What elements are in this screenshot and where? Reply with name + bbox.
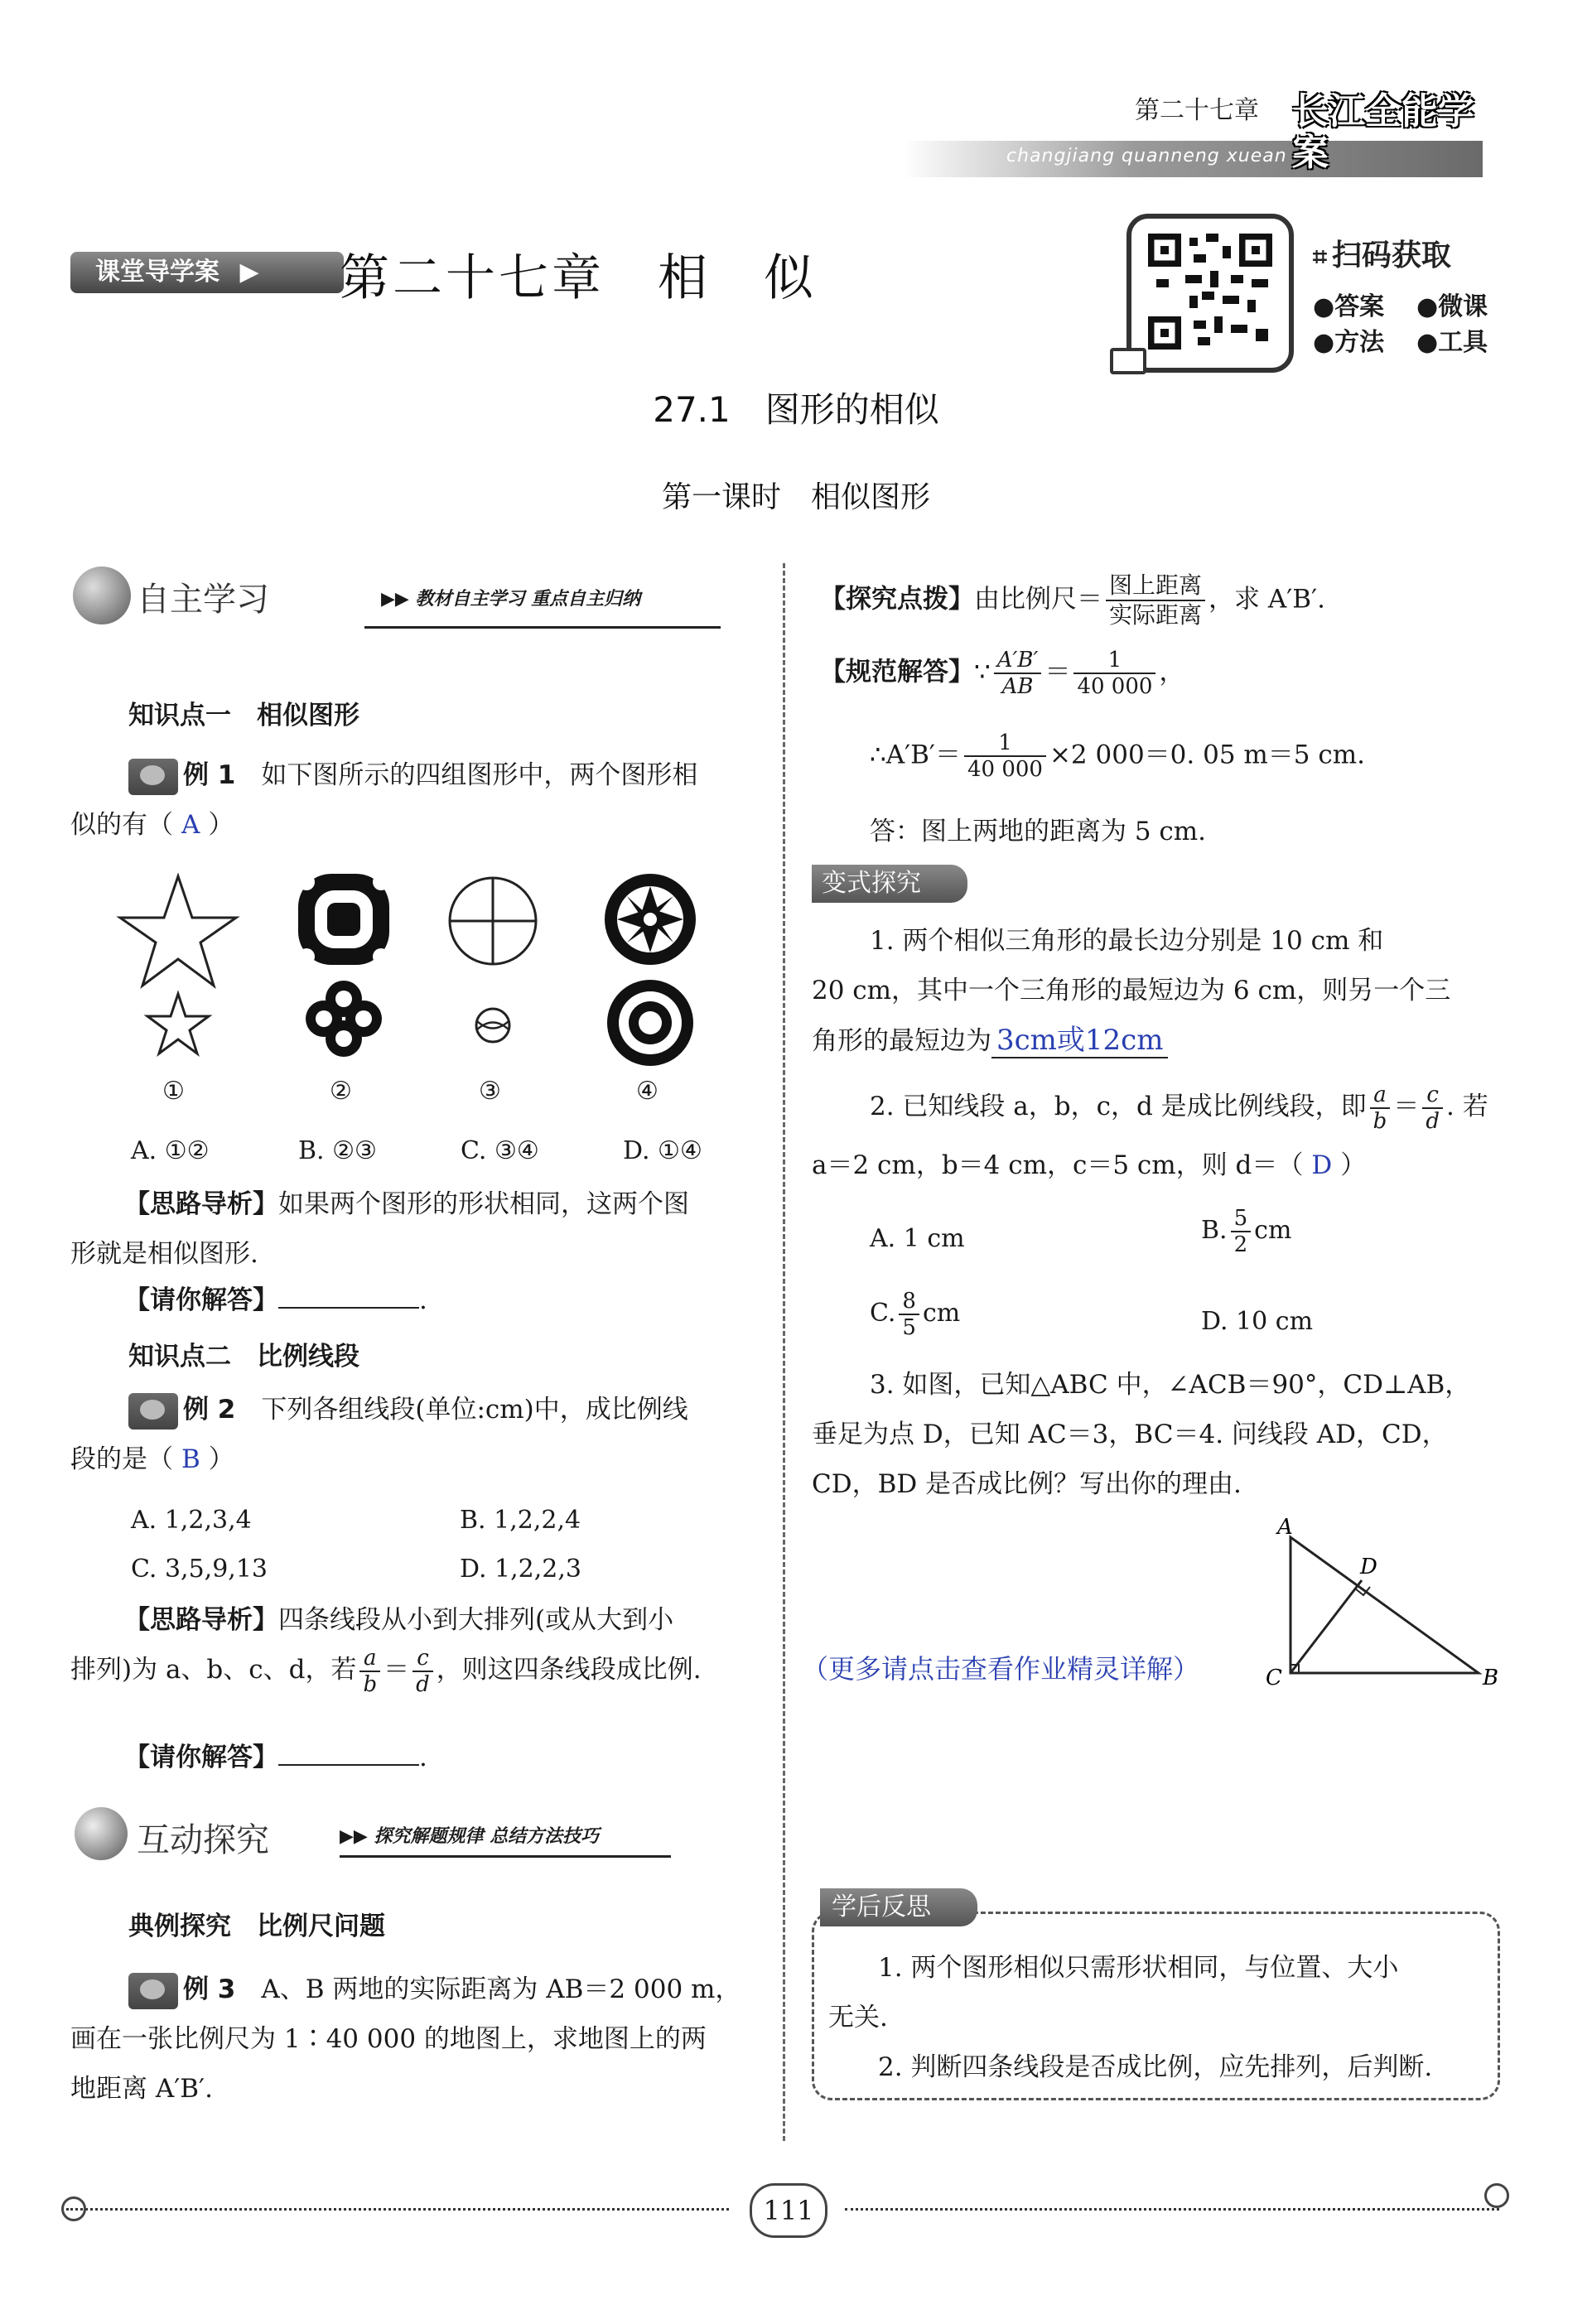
brand-logo: 长江全能学案 — [1292, 90, 1474, 174]
answer-prompt-label: 【请你解答】 — [124, 1743, 278, 1772]
kp1-title: 知识点一 相似图形 — [128, 701, 359, 730]
example-label: 例 1 — [183, 760, 236, 790]
ex1-option-d: D. ①④ — [623, 1136, 702, 1165]
fraction-5-2: $\frac{5}{2}$ — [1231, 1206, 1252, 1257]
qr-item-label: 答案 — [1334, 292, 1385, 321]
small-knot — [306, 981, 382, 1057]
standard-solution: 【规范解答】∵ $\frac{A'B'}{AB}$ ＝ $\frac{1}{40 000}$ ， — [820, 648, 1185, 699]
question-text: 垂足为点 D，已知 AC＝3，BC＝4. 问线段 AD，CD， — [812, 1420, 1448, 1449]
right-triangle-figure — [1259, 1514, 1508, 1688]
question-text: a＝2 cm，b＝4 cm，c＝5 cm，则 d＝（ — [812, 1150, 1304, 1180]
qr-item-tools[interactable]: ●工具 — [1416, 328, 1488, 357]
question-text: 3. 如图，已知△ABC 中，∠ACB＝90°，CD⊥AB， — [870, 1370, 1471, 1400]
qr-code-icon — [1148, 234, 1272, 350]
small-circle-x — [476, 1009, 509, 1042]
hint-text: 四条线段从小到大排列(或从大到小 — [278, 1605, 674, 1635]
variant-2: 2. 已知线段 a，b，c，d 是成比例线段，即 $\frac{a}{b}$ ＝ $\frac{c}{d}$ . 若 a＝2 cm，b＝4 cm，c＝5 cm，则 d＝（ D ） — [812, 1082, 1488, 1180]
scale-ratio-fraction: $\frac{1}{40 000}$ — [1073, 648, 1155, 699]
example-text: 似的有（ — [70, 810, 173, 840]
footer-line-right — [845, 2208, 1499, 2211]
example-icon — [128, 1973, 178, 2009]
large-star — [120, 876, 236, 986]
qr-item-label: 方法 — [1334, 328, 1385, 357]
lesson-guide-label: 课堂导学案 — [95, 258, 220, 287]
example-1 — [70, 750, 758, 850]
ex2-option-d: D. 1,2,2,3 — [460, 1555, 582, 1584]
scan-icon: ⌗ — [1313, 243, 1327, 272]
hint-text: ，则这四条线段成比例. — [436, 1655, 702, 1685]
answer-blank[interactable] — [278, 1764, 419, 1766]
figure-label-2: ② — [330, 1077, 352, 1106]
hudong-banner — [66, 1804, 696, 1870]
typical-title: 典例探究 比例尺问题 — [128, 1912, 385, 1941]
qr-heading-text: 扫码获取 — [1331, 239, 1451, 272]
ex1-option-b: B. ②③ — [298, 1136, 377, 1165]
column-divider — [783, 563, 785, 2141]
answer-prompt-2[interactable]: 【请你解答】 . — [124, 1743, 427, 1772]
solution-text: ∴A′B′＝ — [870, 740, 961, 770]
ex2-option-b: B. 1,2,2,4 — [460, 1506, 581, 1535]
variant-tag — [812, 865, 967, 903]
example-2 — [70, 1385, 758, 1484]
probe-hint — [820, 571, 1325, 629]
answer-prompt-1[interactable]: 【请你解答】 . — [124, 1285, 427, 1315]
chapter-tag: 第二十七章 — [1135, 96, 1259, 125]
hint-text: 形就是相似图形. — [70, 1239, 258, 1269]
hudong-slogan-text: 探究解题规律 总结方法技巧 — [374, 1826, 600, 1847]
v2-option-b: B. $\frac{5}{2}$ cm — [1201, 1206, 1292, 1257]
question-text: . 若 — [1445, 1092, 1488, 1121]
v2-option-c: C. $\frac{8}{5}$ cm — [870, 1289, 961, 1340]
reflection-text: 1. 两个图形相似只需形状相同，与位置、大小 — [878, 1953, 1399, 1983]
question-text: 1. 两个相似三角形的最长边分别是 10 cm 和 — [870, 926, 1384, 956]
scale-fraction: $\frac{\text{图上距离}}{\text{实际距离}}$ — [1106, 571, 1205, 629]
triangle-abc — [1290, 1537, 1479, 1673]
footer-line-left — [66, 2208, 729, 2211]
footer-ornament-right — [1484, 2183, 1509, 2208]
qr-frame[interactable] — [1126, 214, 1294, 373]
vertex-d: D — [1360, 1555, 1377, 1579]
zizhu-banner — [66, 563, 729, 646]
brand-pinyin: changjiang quanneng xuean — [1006, 146, 1287, 166]
answer-choice: B — [181, 1444, 200, 1474]
v2-option-a: A. 1 cm — [870, 1224, 965, 1253]
example-3 — [70, 1965, 758, 2114]
qr-item-label: 微课 — [1438, 292, 1488, 321]
figure-label-4: ④ — [636, 1077, 659, 1106]
solution-text: ∵ — [974, 657, 991, 687]
question-text: 角形的最短边为 — [812, 1026, 991, 1056]
qr-item-method[interactable]: ●方法 — [1313, 328, 1385, 357]
ex2-option-a: A. 1,2,3,4 — [131, 1506, 252, 1535]
qr-item-microlesson[interactable]: ●微课 — [1416, 292, 1488, 321]
therefore-line — [870, 730, 1365, 782]
fraction-a-b: $\frac{a}{b}$ — [359, 1646, 380, 1697]
proportion-ab: $\frac{a}{b}$ — [1370, 1082, 1391, 1134]
question-text: CD，BD 是否成比例？写出你的理由. — [812, 1469, 1242, 1499]
hint-1 — [70, 1179, 758, 1279]
example-text: ） — [208, 1444, 234, 1474]
example-text: 地距离 A′B′. — [70, 2074, 213, 2104]
example-text: 段的是（ — [70, 1444, 173, 1474]
footer-ornament-left — [61, 2196, 86, 2221]
scale-ratio-fraction: $\frac{1}{40 000}$ — [964, 730, 1046, 782]
globe-icon — [73, 567, 131, 624]
zizhu-slogan-text: 教材自主学习 重点自主归纳 — [415, 589, 641, 610]
answer-choice: D — [1311, 1150, 1333, 1180]
arrow-icon: ▶ — [239, 258, 259, 287]
fraction-c-d: $\frac{c}{d}$ — [412, 1646, 433, 1697]
example-text: A、B 两地的实际距离为 AB＝2 000 m， — [261, 1974, 741, 2004]
reflection-tag — [820, 1888, 977, 1926]
solution-tag: 【规范解答】 — [820, 657, 974, 687]
book-icon — [1110, 348, 1146, 374]
v2-option-d: D. 10 cm — [1201, 1307, 1314, 1336]
hint-text: ，求 A′B′. — [1208, 584, 1325, 615]
hudong-title: 互动探究 — [137, 1821, 269, 1859]
answer-choice: A — [181, 810, 200, 840]
example-text: 画在一张比例尺为 1∶40 000 的地图上，求地图上的两 — [70, 2024, 707, 2054]
more-link[interactable]: （更多请点击查看作业精灵详解） — [802, 1653, 1200, 1685]
variant-1 — [812, 916, 1508, 1066]
reflection-text: 无关. — [828, 2003, 888, 2032]
example-text: 下列各组线段(单位:cm)中，成比例线 — [261, 1395, 688, 1425]
answer-line: 答：图上两地的距离为 5 cm. — [870, 817, 1207, 846]
ex1-option-a: A. ①② — [131, 1136, 210, 1165]
banner-underline — [340, 1855, 671, 1858]
vertex-b: B — [1483, 1666, 1499, 1688]
reflection-content — [828, 1943, 1483, 2092]
hint-tag: 【思路导析】 — [124, 1605, 278, 1635]
similar-figures — [116, 870, 712, 1093]
zizhu-title: 自主学习 — [137, 581, 269, 619]
small-star — [147, 994, 209, 1054]
fill-answer: 3cm或12cm — [991, 1024, 1168, 1058]
figure-label-3: ③ — [479, 1077, 501, 1106]
ex1-option-c: C. ③④ — [461, 1136, 539, 1165]
figure-label-1: ① — [162, 1077, 185, 1106]
lesson-guide-tag — [70, 252, 344, 293]
question-text: 2. 已知线段 a，b，c，d 是成比例线段，即 — [870, 1092, 1367, 1121]
example-label: 例 2 — [183, 1395, 236, 1425]
sphere-icon — [75, 1807, 128, 1860]
hint-tag: 【思路导析】 — [124, 1189, 278, 1219]
vertex-c: C — [1266, 1666, 1282, 1688]
solution-text: ×2 000＝0. 05 m＝5 cm. — [1049, 740, 1365, 770]
large-knot — [298, 874, 389, 965]
reflection-text: 2. 判断四条线段是否成比例，应先排列，后判断. — [878, 2052, 1433, 2082]
qr-item-answer[interactable]: ●答案 — [1313, 292, 1385, 321]
banner-underline — [364, 626, 721, 629]
question-text: 20 cm，其中一个三角形的最短边为 6 cm，则另一个三 — [812, 976, 1451, 1005]
answer-prompt-label: 【请你解答】 — [124, 1285, 278, 1315]
altitude-cd — [1290, 1580, 1362, 1673]
example-icon — [128, 759, 178, 795]
hint-tag: 【探究点拨】 — [820, 584, 974, 615]
hint-text: 由比例尺＝ — [974, 584, 1102, 615]
vertex-a: A — [1277, 1515, 1293, 1540]
qr-heading — [1313, 232, 1451, 274]
hint-2: 【思路导析】四条线段从小到大排列(或从大到小 排列)为 a、b、c、d，若 $\frac{a}{b}$ ＝ $\frac{c}{d}$ ，则这四条线段成比例. — [70, 1605, 702, 1697]
hint-text: 排列)为 a、b、c、d，若 — [70, 1655, 357, 1685]
chapter-title: 第二十七章 相 似 — [340, 249, 817, 307]
example-text: ） — [208, 810, 234, 840]
lesson-title: 第一课时 相似图形 — [661, 480, 930, 514]
answer-blank[interactable] — [278, 1307, 419, 1309]
proportion-cd: $\frac{c}{d}$ — [1422, 1082, 1443, 1134]
kp2-title: 知识点二 比例线段 — [128, 1342, 359, 1372]
variant-tag-label: 变式探究 — [822, 869, 921, 898]
variant-3 — [812, 1360, 1508, 1509]
large-circle-cross — [450, 878, 536, 964]
reflection-tag-label: 学后反思 — [832, 1892, 931, 1921]
example-icon — [128, 1393, 178, 1430]
small-flower — [607, 980, 693, 1066]
section-title: 27.1 图形的相似 — [653, 389, 939, 430]
fraction-8-5: $\frac{8}{5}$ — [899, 1289, 919, 1340]
zizhu-slogan: ▶▶ 教材自主学习 重点自主归纳 — [381, 589, 641, 610]
example-text: 如下图所示的四组图形中，两个图形相 — [261, 760, 698, 790]
ratio-fraction: $\frac{A'B'}{AB}$ — [994, 648, 1042, 699]
page-number-text: 111 — [763, 2195, 814, 2226]
qr-item-label: 工具 — [1438, 328, 1488, 357]
example-label: 例 3 — [183, 1974, 236, 2004]
hudong-slogan: ▶▶ 探究解题规律 总结方法技巧 — [340, 1826, 600, 1847]
large-flower — [605, 874, 696, 965]
ex2-option-c: C. 3,5,9,13 — [131, 1555, 268, 1584]
page-number — [750, 2183, 827, 2238]
hint-text: 如果两个图形的形状相同，这两个图 — [278, 1189, 689, 1219]
